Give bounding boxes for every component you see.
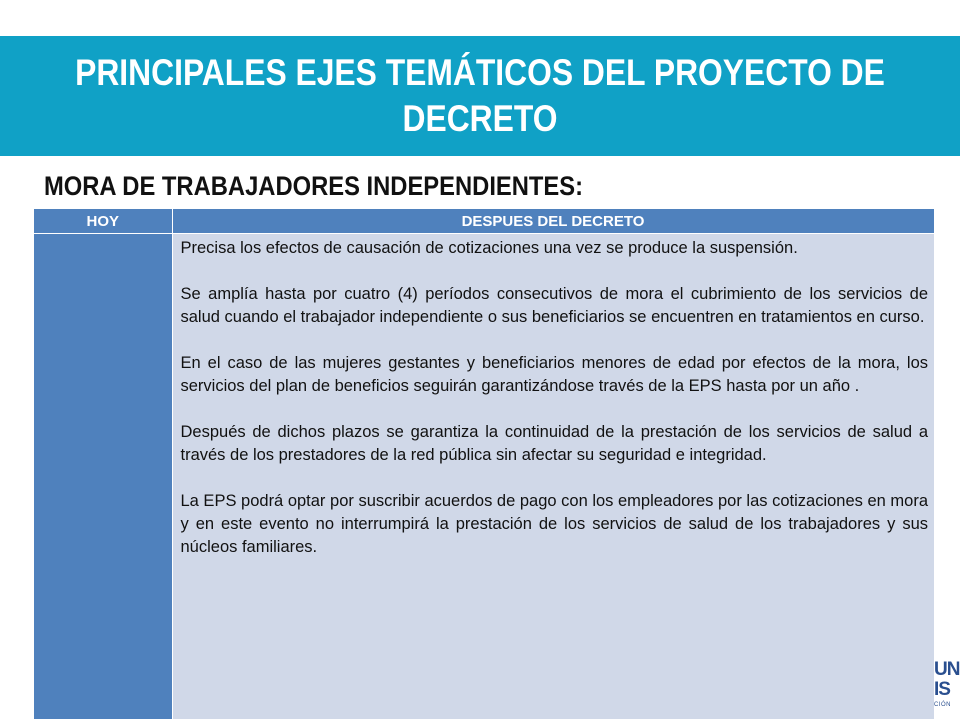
header-despues-del-decreto: DESPUES DEL DECRETO [172,209,934,234]
paragraph-gestantes: En el caso de las mujeres gestantes y beneficiarios menores de edad por efectos de la mora, los servicios del plan de beneficios seguirán garantizándose través de la EPS hasta por un año . [180,354,928,395]
top-white-strip [0,0,960,36]
table-row [34,234,934,720]
paragraph-ampliacion: Se amplía hasta por cuatro (4) períodos consecutivos de mora el cubrimiento de los servicios de salud cuando el trabajador independiente o sus beneficiarios se encuentren en tratamientos en curso. [180,285,928,326]
section-subtitle: MORA DE TRABAJADORES INDEPENDIENTES: [44,171,584,201]
table-header-row [34,209,934,234]
logo-text-line3: CIÓN [934,702,951,708]
hoy-cell [34,234,172,720]
title-band [0,36,960,156]
logo-text-line2: IS [934,679,950,700]
slide-title: PRINCIPALES EJES TEMÁTICOS DEL PROYECTO DE DECRETO [75,52,885,139]
paragraph-continuidad: Después de dichos plazos se garantiza la continuidad de la prestación de los servicios de salud a través de los prestadores de la red pública sin afectar su seguridad e integridad. [180,423,928,464]
logo-text-line1: UN [934,660,960,680]
paragraph-acuerdos-pago: La EPS podrá optar por suscribir acuerdos de pago con los empleadores por las cotizaciones en mora y en este evento no interrumpirá la prestación de los servicios de salud de los trabajadores y sus núcleos familiares. [180,492,929,556]
header-hoy: HOY [34,209,172,234]
paragraph-causacion: Precisa los efectos de causación de cotizaciones una vez se produce la suspensión. [180,239,798,257]
comparison-table [34,209,935,719]
partial-logo [934,660,960,710]
despues-content-cell [172,234,934,720]
